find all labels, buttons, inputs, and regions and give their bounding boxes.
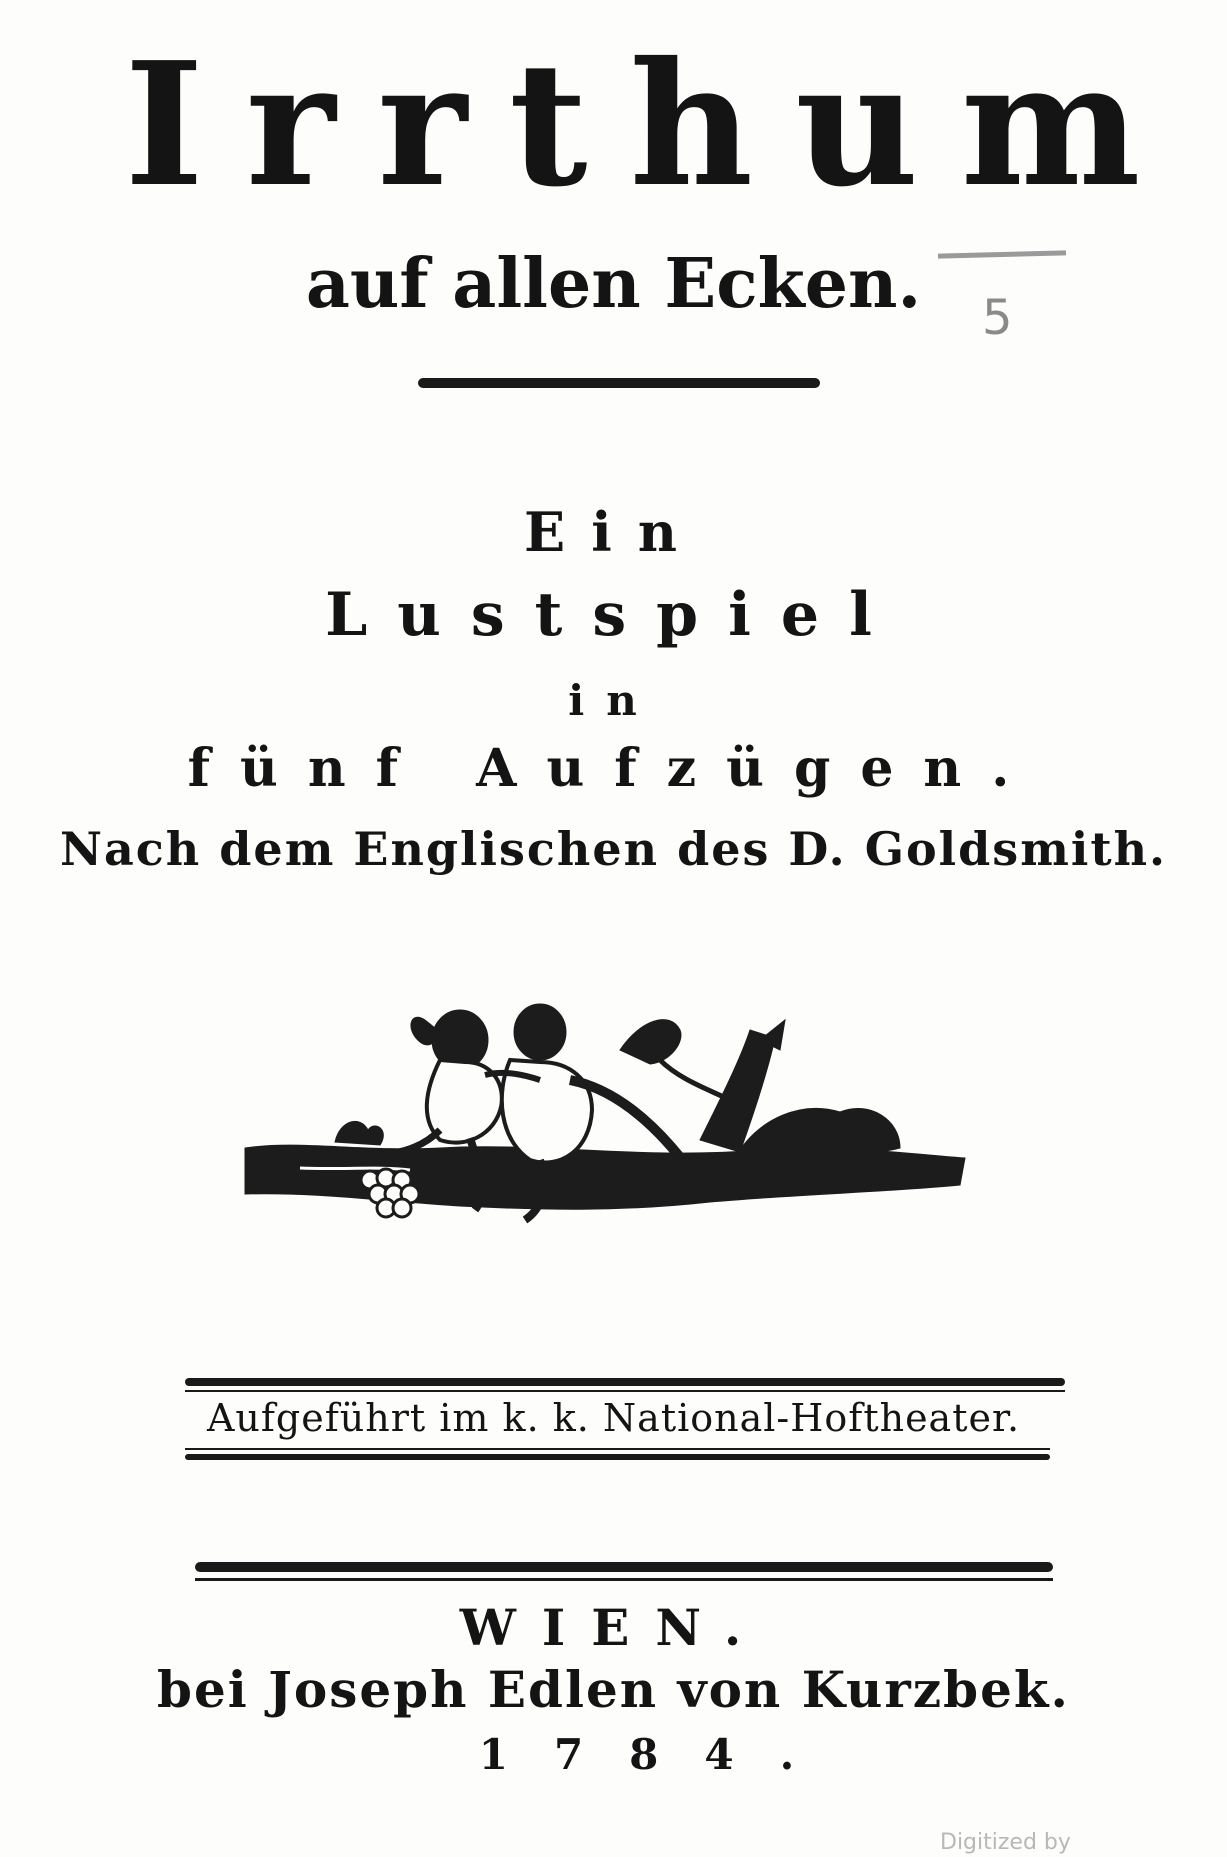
genre-line-4: fünf Aufzügen. (187, 738, 1040, 799)
genre-line-1: Ein (524, 500, 703, 564)
performance-rule-top (185, 1378, 1065, 1386)
imprint-rule-top (195, 1562, 1053, 1572)
imprint-rule-thin (195, 1578, 1053, 1581)
performance-rule-top-thin (185, 1390, 1065, 1392)
putti-vignette-illustration (240, 980, 970, 1250)
subtitle: auf allen Ecken. (305, 244, 922, 324)
performance-note: Aufgeführt im k. k. National-Hoftheater. (206, 1396, 1021, 1440)
source-attribution: Nach dem Englischen des D. Goldsmith. (59, 822, 1168, 876)
title-divider (418, 378, 820, 388)
digitized-watermark: Digitized by (940, 1830, 1071, 1855)
genre-line-3: in (568, 676, 659, 725)
imprint-year: 1784. (478, 1730, 841, 1779)
performance-rule-bottom (185, 1454, 1050, 1460)
main-title: Irrthum (124, 25, 1183, 225)
genre-line-2: Lustspiel (325, 580, 902, 650)
imprint-publisher: bei Joseph Edlen von Kurzbek. (157, 1660, 1070, 1719)
imprint-city: WIEN. (459, 1598, 768, 1657)
pencil-annotation: 5 (982, 290, 1013, 346)
performance-rule-bottom-thin (185, 1448, 1050, 1450)
